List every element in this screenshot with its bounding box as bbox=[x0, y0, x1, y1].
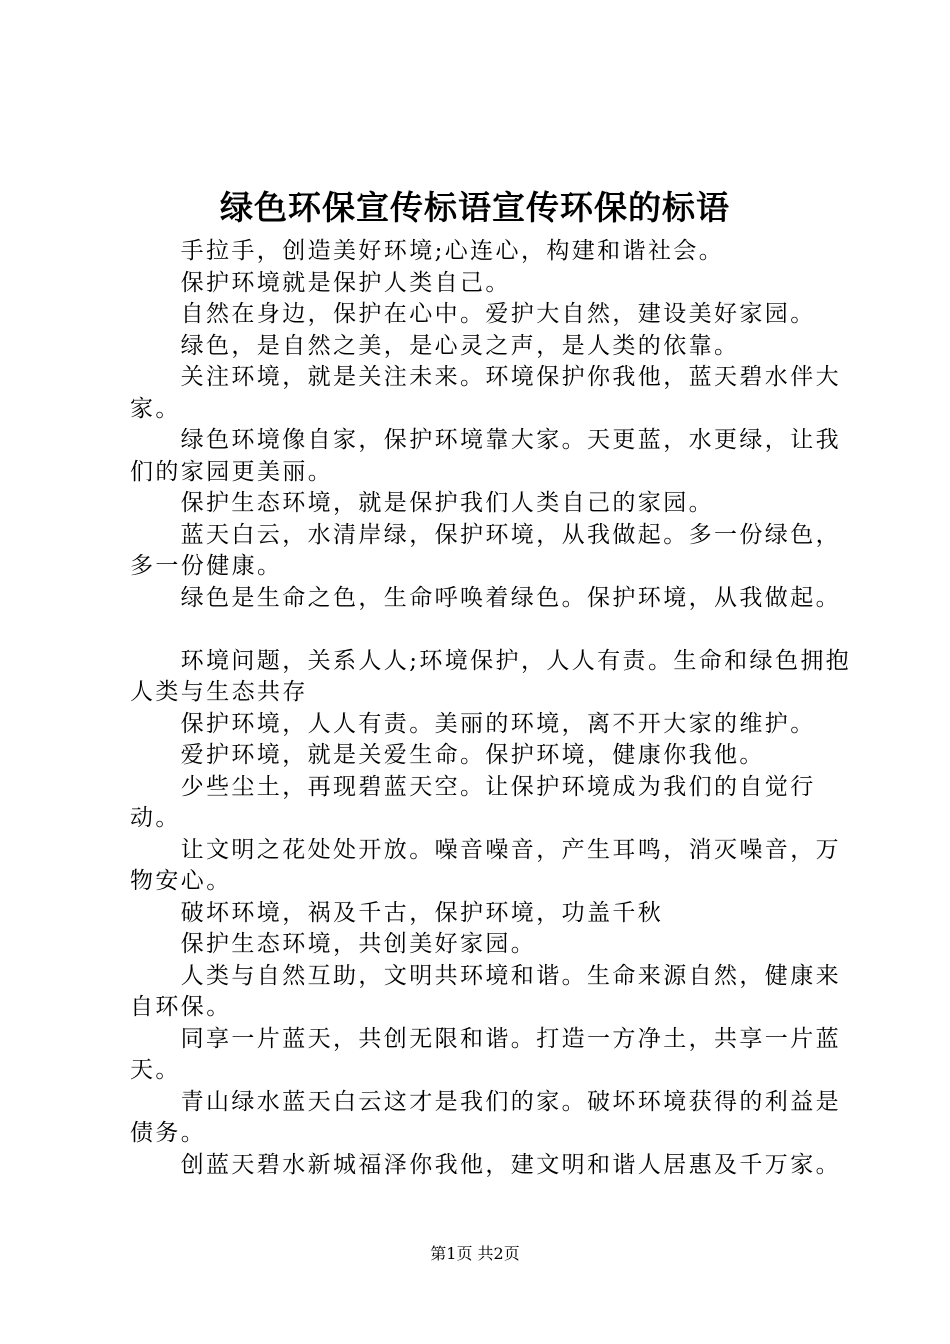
paragraph: 青山绿水蓝天白云这才是我们的家。破坏环境获得的利益是债务。 bbox=[130, 1088, 841, 1146]
paragraph: 绿色环境像自家，保护环境靠大家。天更蓝，水更绿，让我们的家园更美丽。 bbox=[130, 427, 841, 485]
paragraph: 蓝天白云，水清岸绿，保护环境，从我做起。多一份绿色，多一份健康。 bbox=[130, 521, 841, 579]
paragraph: 破坏环境，祸及千古，保护环境，功盖千秋 bbox=[180, 899, 664, 926]
document-body bbox=[130, 236, 852, 1181]
document-title: 绿色环保宣传标语宣传环保的标语 bbox=[220, 188, 730, 227]
paragraph: 同享一片蓝天，共创无限和谐。打造一方净土，共享一片蓝天。 bbox=[130, 1025, 841, 1083]
paragraph: 少些尘土，再现碧蓝天空。让保护环境成为我们的自觉行动。 bbox=[130, 773, 816, 831]
paragraph: 保护环境，人人有责。美丽的环境，离不开大家的维护。 bbox=[180, 710, 816, 737]
paragraph: 创蓝天碧水新城福泽你我他，建文明和谐人居惠及千万家。 bbox=[180, 1151, 841, 1178]
paragraph: 绿色，是自然之美，是心灵之声，是人类的依靠。 bbox=[180, 332, 740, 359]
paragraph: 保护环境就是保护人类自己。 bbox=[180, 269, 511, 296]
paragraph: 爱护环境，就是关爱生命。保护环境，健康你我他。 bbox=[180, 742, 765, 768]
page-footer: 第1页 共2页 bbox=[430, 1244, 520, 1263]
paragraph: 让文明之花处处开放。噪音噪音，产生耳鸣，消灭噪音，万物安心。 bbox=[130, 836, 841, 894]
paragraph: 手拉手，创造美好环境;心连心，构建和谐社会。 bbox=[180, 238, 725, 264]
paragraph: 保护生态环境，就是保护我们人类自己的家园。 bbox=[180, 490, 714, 516]
blank-line bbox=[130, 614, 852, 646]
paragraph: 自然在身边，保护在心中。爱护大自然，建设美好家园。 bbox=[180, 301, 816, 327]
paragraph: 绿色是生命之色，生命呼唤着绿色。保护环境，从我做起。 bbox=[180, 584, 841, 611]
paragraph: 关注环境，就是关注未来。环境保护你我他，蓝天碧水伴大家。 bbox=[130, 364, 841, 422]
paragraph: 保护生态环境，共创美好家园。 bbox=[180, 931, 537, 957]
paragraph: 环境问题，关系人人;环境保护，人人有责。生命和绿色拥抱人类与生态共存 bbox=[130, 647, 852, 705]
paragraph: 人类与自然互助，文明共环境和谐。生命来源自然，健康来自环保。 bbox=[130, 962, 841, 1020]
